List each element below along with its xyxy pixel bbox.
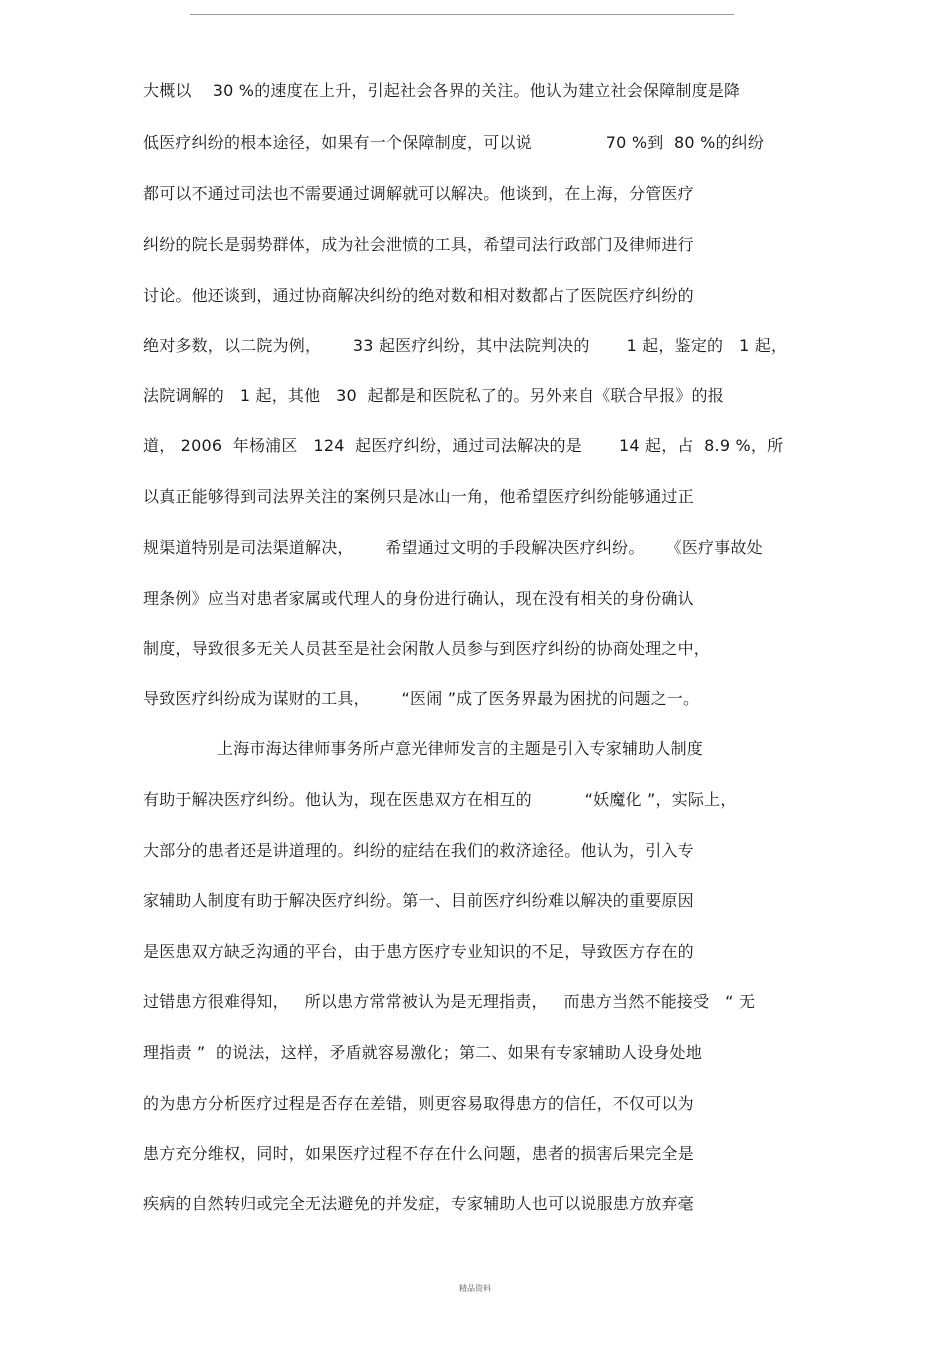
text-line: 理条例》应当对患者家属或代理人的身份进行确认，现在没有相关的身份确认 bbox=[143, 589, 694, 608]
text-line: 制度，导致很多无关人员甚至是社会闲散人员参与到医疗纠纷的协商处理之中， bbox=[143, 639, 711, 658]
text-line: 低医疗纠纷的根本途径，如果有一个保障制度，可以说 70 %到 80 %的纠纷 bbox=[143, 133, 765, 152]
text-line: 以真正能够得到司法界关注的案例只是冰山一角，他希望医疗纠纷能够通过正 bbox=[143, 487, 694, 506]
text-line: 疾病的自然转归或完全无法避免的并发症，专家辅助人也可以说服患方放弃毫 bbox=[143, 1194, 694, 1213]
text-line: 大概以 30 %的速度在上升，引起社会各界的关注。他认为建立社会保障制度是降 bbox=[143, 81, 741, 100]
text-line: 讨论。他还谈到，通过协商解决纠纷的绝对数和相对数都占了医院医疗纠纷的 bbox=[143, 286, 694, 305]
text-line: 都可以不通过司法也不需要通过调解就可以解决。他谈到，在上海，分管医疗 bbox=[143, 184, 694, 203]
text-line: 规渠道特别是司法渠道解决， 希望通过文明的手段解决医疗纠纷。 《医疗事故处 bbox=[143, 538, 763, 557]
text-line: 家辅助人制度有助于解决医疗纠纷。第一、目前医疗纠纷难以解决的重要原因 bbox=[143, 891, 694, 910]
text-line: 有助于解决医疗纠纷。他认为，现在医患双方在相互的 “妖魔化 ”，实际上， bbox=[143, 790, 737, 809]
paragraph-start-line: 上海市海达律师事务所卢意光律师发言的主题是引入专家辅助人制度 bbox=[217, 739, 704, 758]
text-line: 患方充分维权，同时，如果医疗过程不存在什么问题，患者的损害后果完全是 bbox=[143, 1144, 694, 1163]
text-line: 大部分的患者还是讲道理的。纠纷的症结在我们的救济途径。他认为，引入专 bbox=[143, 841, 694, 860]
text-line: 的为患方分析医疗过程是否存在差错，则更容易取得患方的信任，不仅可以为 bbox=[143, 1094, 694, 1113]
page-footer: 精品资料 bbox=[459, 1284, 491, 1293]
text-line: 过错患方很难得知， 所以患方常常被认为是无理指责， 而患方当然不能接受 “ 无 bbox=[143, 992, 756, 1011]
text-line: 是医患双方缺乏沟通的平台，由于患方医疗专业知识的不足，导致医方存在的 bbox=[143, 942, 694, 961]
text-line: 绝对多数，以二院为例， 33 起医疗纠纷，其中法院判决的 1 起，鉴定的 1 起， bbox=[143, 336, 788, 355]
text-line: 导致医疗纠纷成为谋财的工具， “医闹 ”成了医务界最为困扰的问题之一。 bbox=[143, 689, 700, 708]
text-line: 法院调解的 1 起，其他 30 起都是和医院私了的。另外来自《联合早报》的报 bbox=[143, 386, 724, 405]
text-line: 理指责 ” 的说法，这样，矛盾就容易激化；第二、如果有专家辅助人设身处地 bbox=[143, 1043, 702, 1062]
text-line: 纠纷的院长是弱势群体，成为社会泄愤的工具，希望司法行政部门及律师进行 bbox=[143, 235, 694, 254]
text-line: 道， 2006 年杨浦区 124 起医疗纠纷，通过司法解决的是 14 起，占 8.9 %，所 bbox=[143, 436, 784, 455]
